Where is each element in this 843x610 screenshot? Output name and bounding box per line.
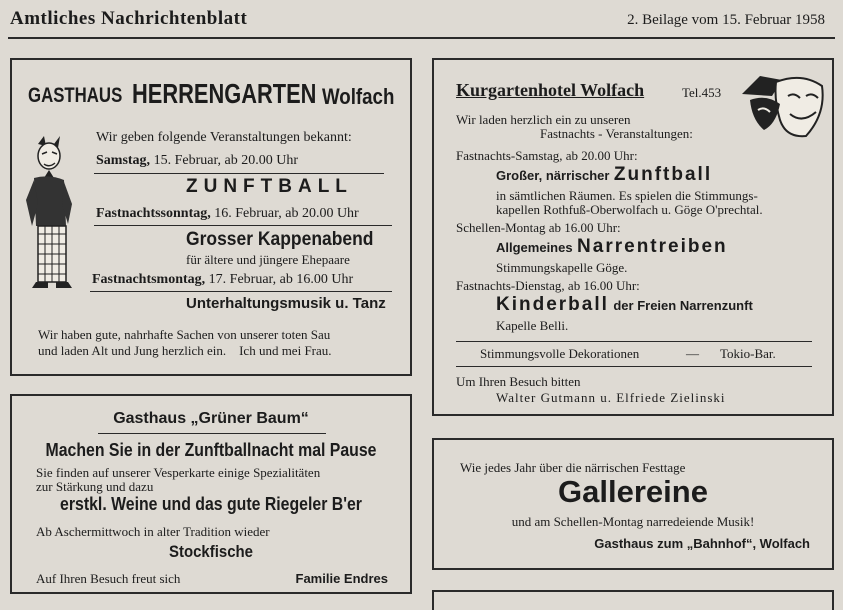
kurgarten-e3-desc: Kapelle Belli.: [496, 318, 569, 333]
kurgarten-e2-date: Schellen-Montag ab 16.00 Uhr:: [456, 220, 621, 235]
kurgarten-e1-title: Zunftball: [613, 164, 713, 185]
kurgarten-decor-right: Tokio-Bar.: [720, 346, 776, 361]
gruener-baum-title: Gasthaus „Grüner Baum“: [113, 410, 309, 427]
herrengarten-closing-2: und laden Alt und Jung herzlich ein. Ich und mei Frau.: [38, 343, 332, 358]
herrengarten-prefix: GASTHAUS: [28, 84, 123, 107]
kurgarten-footer2: Walter Gutmann u. Elfriede Zielinski: [496, 390, 726, 405]
kurgarten-e1-desc1: in sämtlichen Räumen. Es spielen die Stimmungs-: [496, 188, 758, 203]
herrengarten-intro: Wir geben folgende Veranstaltungen bekannt:: [96, 130, 352, 145]
kurgarten-intro1: Wir laden herzlich ein zu unseren: [456, 112, 631, 127]
kurgarten-e3-line: [496, 294, 753, 316]
masthead-rule: [8, 37, 835, 39]
kurgarten-footer1: Um Ihren Besuch bitten: [456, 374, 581, 389]
kurgarten-e1-prefix: Großer, närrischer: [496, 168, 610, 183]
event2-day: Fastnachtssonntag,: [96, 206, 211, 221]
ad-herrengarten: [10, 58, 412, 376]
event2-rule: [94, 225, 392, 226]
gruener-baum-fish: Stockfische: [169, 542, 253, 561]
bahnhof-title: Gallereine: [558, 474, 708, 509]
gruener-baum-line1: Sie finden auf unserer Vesperkarte einige Spezialitäten: [36, 465, 321, 480]
jester-figure-icon: [24, 134, 76, 294]
gruener-baum-title-rule: [98, 433, 326, 434]
gruener-baum-footer-left: Auf Ihren Besuch freut sich: [36, 571, 181, 586]
event2-subtitle: für ältere und jüngere Ehepaare: [186, 252, 350, 267]
event2-title: Grosser Kappenabend: [186, 229, 374, 250]
herrengarten-heading: [28, 84, 146, 108]
next-ad-edge: [432, 590, 834, 610]
event3-title: Unterhaltungsmusik u. Tanz: [186, 295, 386, 312]
ad-kurgartenhotel: [432, 58, 834, 416]
ad-gruener-baum: [10, 394, 412, 594]
bahnhof-footer: Gasthaus zum „Bahnhof“, Wolfach: [594, 536, 810, 551]
issue-date: 2. Beilage vom 15. Februar 1958: [627, 12, 825, 28]
kurgarten-e2-line: [496, 236, 728, 258]
ad-bahnhof: [432, 438, 834, 570]
kurgarten-rule-bottom: [456, 366, 812, 367]
gruener-baum-line3: Ab Aschermittwoch in alter Tradition wieder: [36, 524, 270, 539]
kurgarten-title: Kurgartenhotel Wolfach: [456, 80, 645, 100]
kurgarten-e3-suffix: der Freien Narrenzunft: [613, 298, 753, 313]
event3-rule: [90, 291, 392, 292]
kurgarten-e1-line: [496, 164, 712, 186]
gruener-baum-footer-right: Familie Endres: [295, 571, 388, 586]
event3-day: Fastnachtsmontag,: [92, 272, 206, 287]
herrengarten-name: HERRENGARTEN: [132, 78, 317, 109]
bahnhof-line1: Wie jedes Jahr über die närrischen Festtage: [460, 460, 686, 475]
kurgarten-intro2: Fastnachts - Veranstaltungen:: [540, 126, 693, 141]
event1-time: 15. Februar, ab 20.00 Uhr: [150, 153, 299, 168]
bahnhof-line2: und am Schellen-Montag narredeiende Musik!: [511, 514, 755, 529]
event2-time: 16. Februar, ab 20.00 Uhr: [210, 206, 359, 221]
kurgarten-e2-title: Narrentreiben: [577, 236, 728, 257]
gruener-baum-wine: erstkl. Weine und das gute Riegeler B'er: [60, 494, 362, 514]
gruener-baum-headline: Machen Sie in der Zunftballnacht mal Pause: [45, 440, 377, 460]
kurgarten-rule-top: [456, 341, 812, 342]
event1-day: Samstag,: [96, 153, 151, 168]
kurgarten-decor-left: Stimmungsvolle Dekorationen: [480, 346, 640, 361]
kurgarten-e3-title: Kinderball: [496, 294, 609, 315]
event3-line: [92, 272, 353, 288]
event1-rule: [94, 173, 384, 174]
gruener-baum-line2: zur Stärkung und dazu: [36, 479, 154, 494]
kurgarten-decor-dash: —: [686, 346, 699, 361]
kurgarten-phone: Tel.453: [682, 85, 722, 100]
kurgarten-e1-date: Fastnachts-Samstag, ab 20.00 Uhr:: [456, 148, 638, 163]
herrengarten-closing-1: Wir haben gute, nahrhafte Sachen von unserer toten Sau: [38, 327, 331, 342]
kurgarten-e2-prefix: Allgemeines: [496, 240, 573, 255]
newspaper-title: Amtliches Nachrichtenblatt: [10, 8, 248, 29]
event1-title: ZUNFTBALL: [186, 176, 353, 197]
event3-time: 17. Februar, ab 16.00 Uhr: [205, 272, 354, 287]
event1-line: [96, 153, 298, 169]
kurgarten-e3-date: Fastnachts-Dienstag, ab 16.00 Uhr:: [456, 278, 640, 293]
event2-line: [96, 206, 359, 222]
herrengarten-town: Wolfach: [322, 84, 395, 109]
carnival-mask-icon: [736, 70, 828, 144]
kurgarten-e1-desc2: kapellen Rothfuß-Oberwolfach u. Göge O'prechtal.: [496, 202, 763, 217]
kurgarten-e2-desc: Stimmungskapelle Göge.: [496, 260, 628, 275]
